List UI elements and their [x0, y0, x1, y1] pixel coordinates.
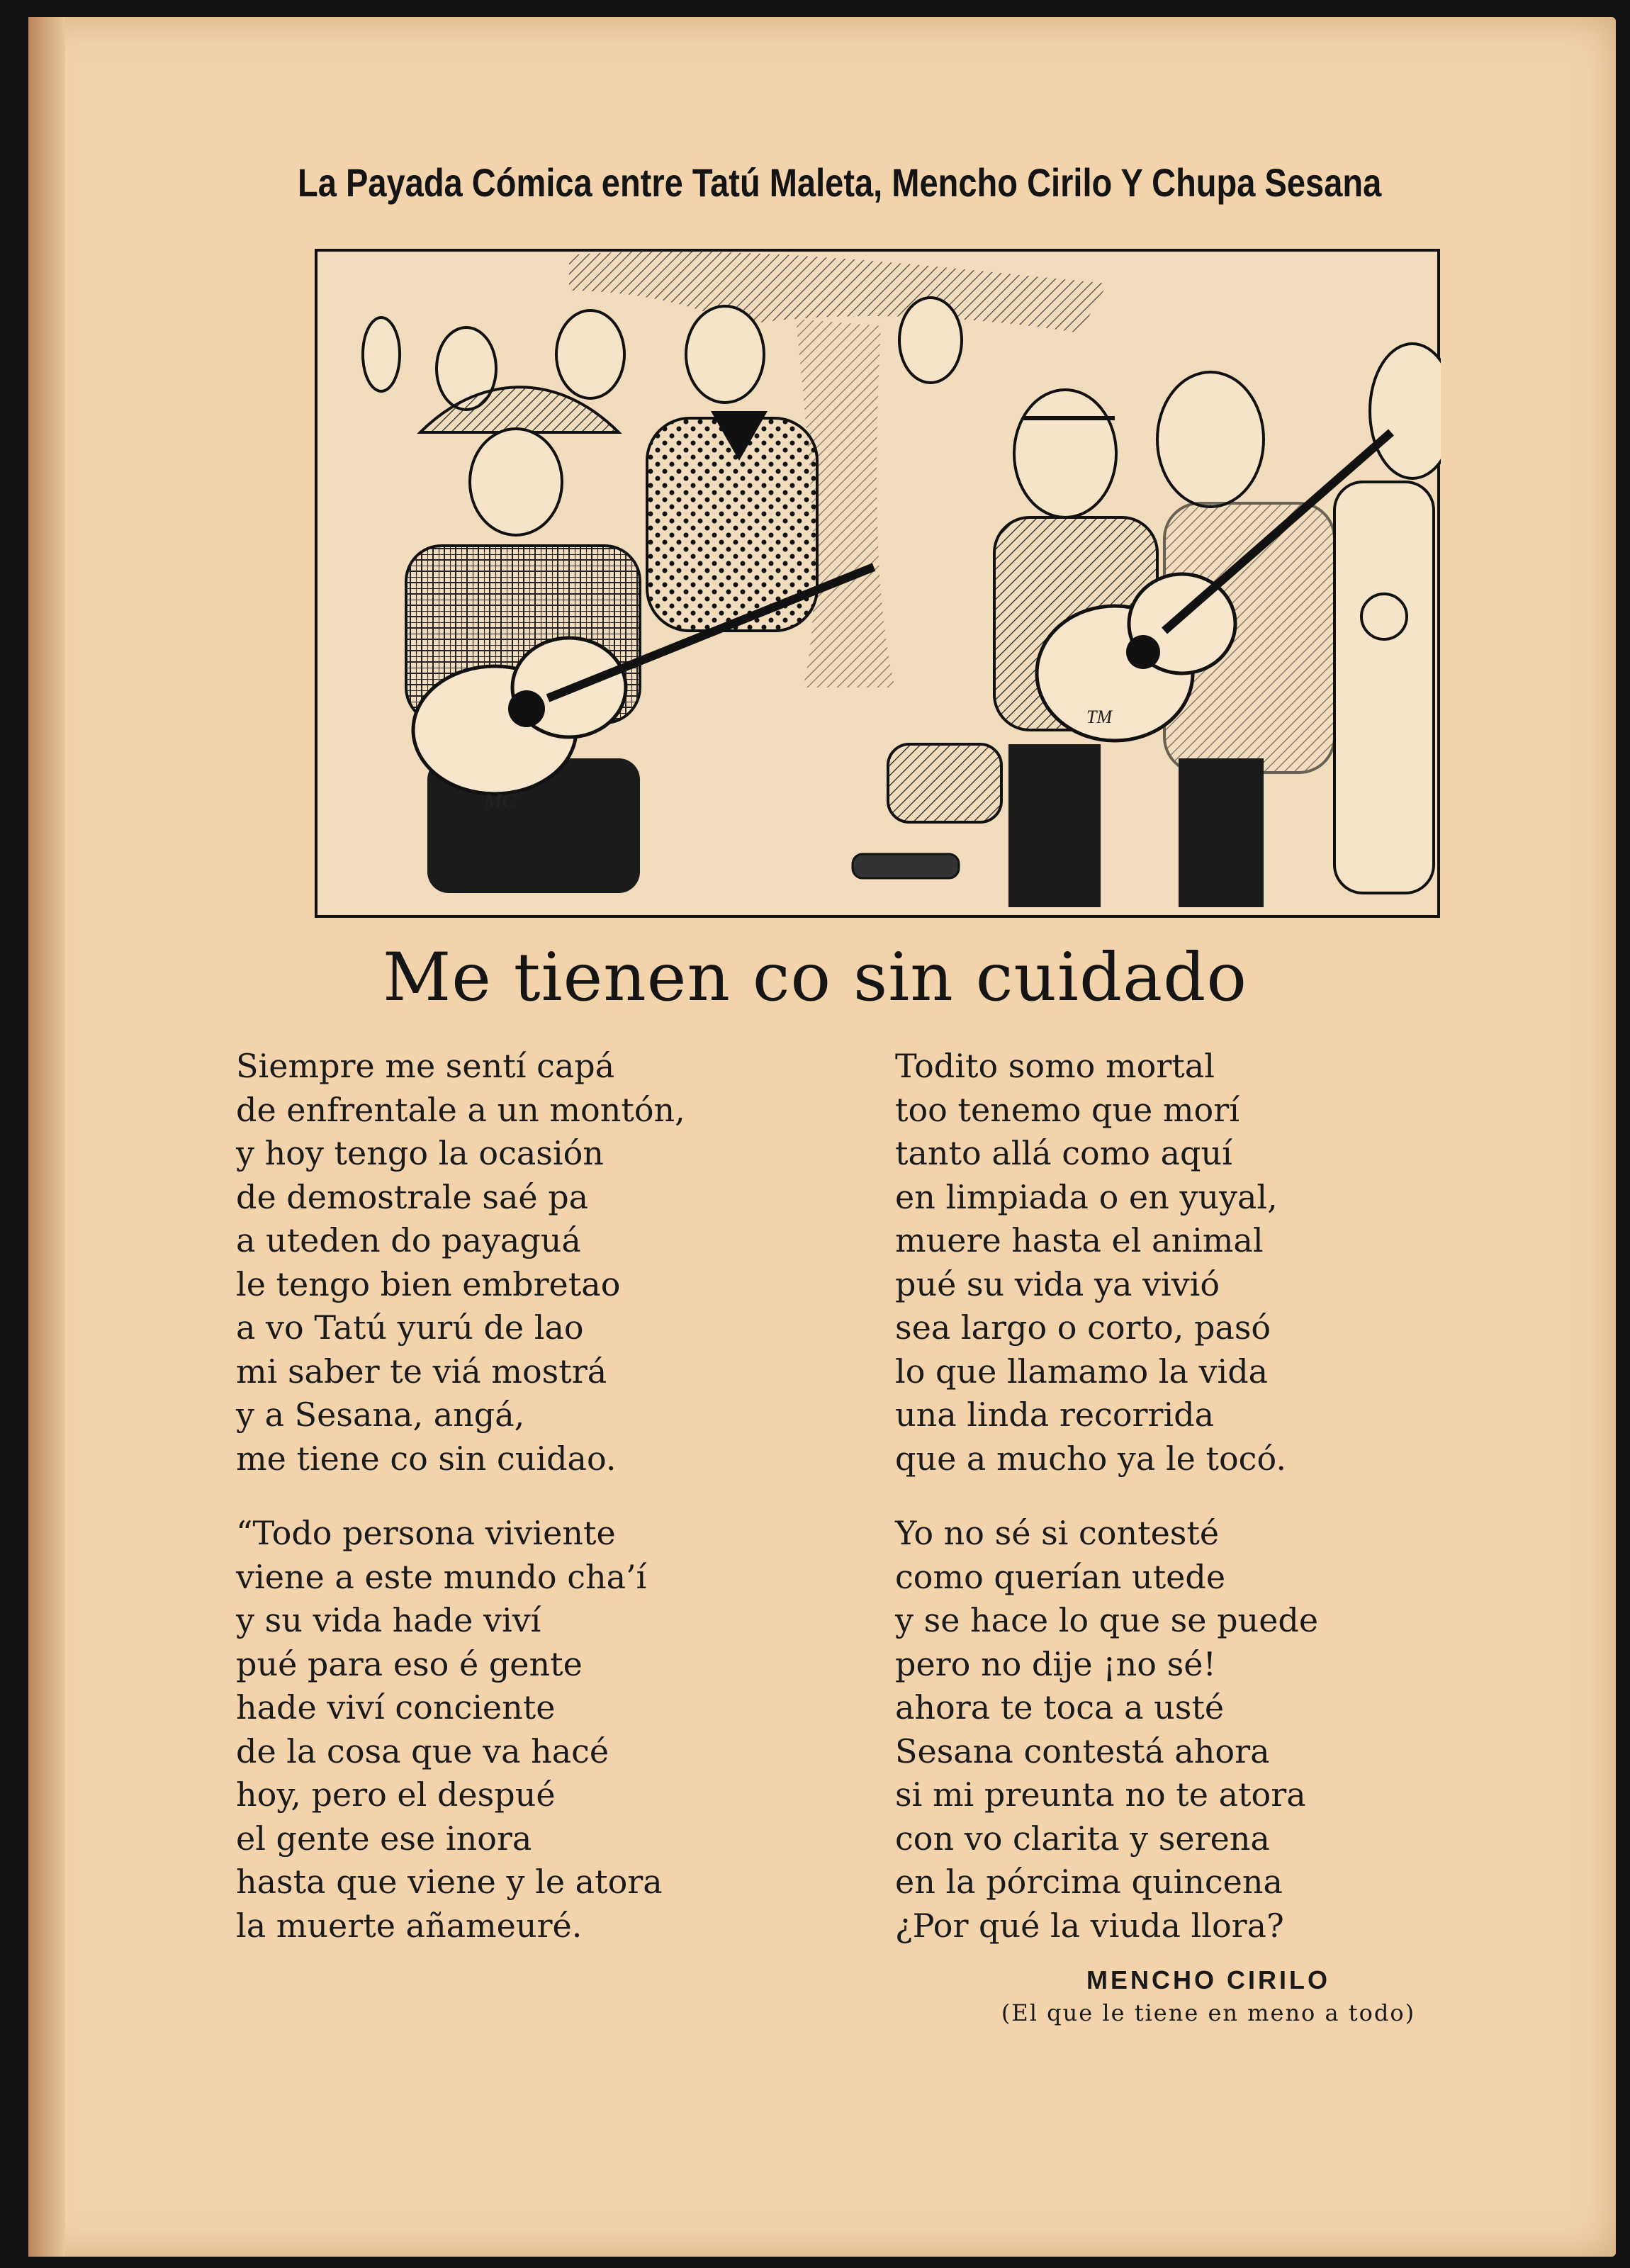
verse-line: y se hace lo que se puede [895, 1601, 1319, 1639]
verse-line: a uteden do payaguá [236, 1221, 581, 1259]
verse-line: con vo clarita y serena [895, 1819, 1270, 1858]
stanza-1 [236, 1045, 874, 1481]
verse-line: Siempre me sentí capá [236, 1047, 615, 1085]
bottle [853, 854, 959, 878]
stanza-2 [236, 1512, 874, 1948]
verse-line: sea largo o corto, pasó [895, 1308, 1271, 1347]
verse-line: Sesana contestá ahora [895, 1731, 1270, 1770]
verse-line: si mi preunta no te atora [895, 1775, 1306, 1814]
stanza-4 [895, 1512, 1476, 1948]
verse-line: hasta que viene y le atora [236, 1863, 663, 1901]
initials-right: TM [1086, 707, 1113, 727]
verse-line: too tenemo que morí [895, 1090, 1240, 1129]
verse-line: lo que llamamo la vida [895, 1352, 1269, 1391]
poem-left-column [236, 1045, 874, 1979]
author-note: (El que le tiene en meno a todo) [1001, 1999, 1416, 2026]
verse-line: muere hasta el animal [895, 1221, 1264, 1259]
poem-title: Me tienen co sin cuidado [383, 939, 1247, 1016]
verse-line: a vo Tatú yurú de lao [236, 1308, 584, 1347]
log [888, 744, 1001, 822]
verse-line: viene a este mundo cha’í [236, 1557, 647, 1596]
verse-line: hade viví conciente [236, 1688, 556, 1727]
verse-line: tanto allá como aquí [895, 1134, 1232, 1172]
verse-line: Yo no sé si contesté [895, 1514, 1220, 1552]
verse-line: y su vida hade viví [236, 1601, 541, 1639]
verse-line: ahora te toca a usté [895, 1688, 1225, 1727]
poem-right-column [895, 1045, 1476, 1979]
verse-line: pué su vida ya vivió [895, 1264, 1220, 1303]
verse-line: de enfrentale a un montón, [236, 1090, 685, 1129]
verse-line: de demostrale saé pa [236, 1177, 589, 1216]
stanza-3 [895, 1045, 1476, 1481]
verse-line: y hoy tengo la ocasión [236, 1134, 604, 1172]
verse-line: en la pórcima quincena [895, 1863, 1283, 1901]
verse-line: el gente ese inora [236, 1819, 532, 1858]
initials-left: MC [484, 790, 516, 813]
verse-line: ¿Por qué la viuda llora? [895, 1906, 1284, 1945]
verse-line: de la cosa que va hacé [236, 1731, 609, 1770]
verse-line: “Todo persona viviente [236, 1514, 616, 1552]
page-gutter [28, 17, 65, 2257]
verse-line: mi saber te viá mostrá [236, 1352, 607, 1391]
verse-line: una linda recorrida [895, 1396, 1215, 1434]
verse-line: me tiene co sin cuidao. [236, 1439, 617, 1478]
verse-line: pero no dije ¡no sé! [895, 1644, 1216, 1683]
verse-line: Todito somo mortal [895, 1047, 1215, 1085]
verse-line: y a Sesana, angá, [236, 1396, 525, 1434]
verse-line: pué para eso é gente [236, 1644, 583, 1683]
illustration-musicians [314, 248, 1441, 919]
verse-line: como querían utede [895, 1557, 1226, 1596]
verse-line: en limpiada o en yuyal, [895, 1177, 1278, 1216]
author-name: MENCHO CIRILO [1086, 1965, 1330, 1994]
page-header: La Payada Cómica entre Tatú Maleta, Mencho Cirilo Y Chupa Sesana [298, 160, 1382, 205]
verse-line: le tengo bien embretao [236, 1264, 621, 1303]
verse-line: hoy, pero el despué [236, 1775, 556, 1814]
verse-line: la muerte añameuré. [236, 1906, 583, 1945]
author-signature [921, 1965, 1495, 2026]
verse-line: que a mucho ya le tocó. [895, 1439, 1286, 1478]
